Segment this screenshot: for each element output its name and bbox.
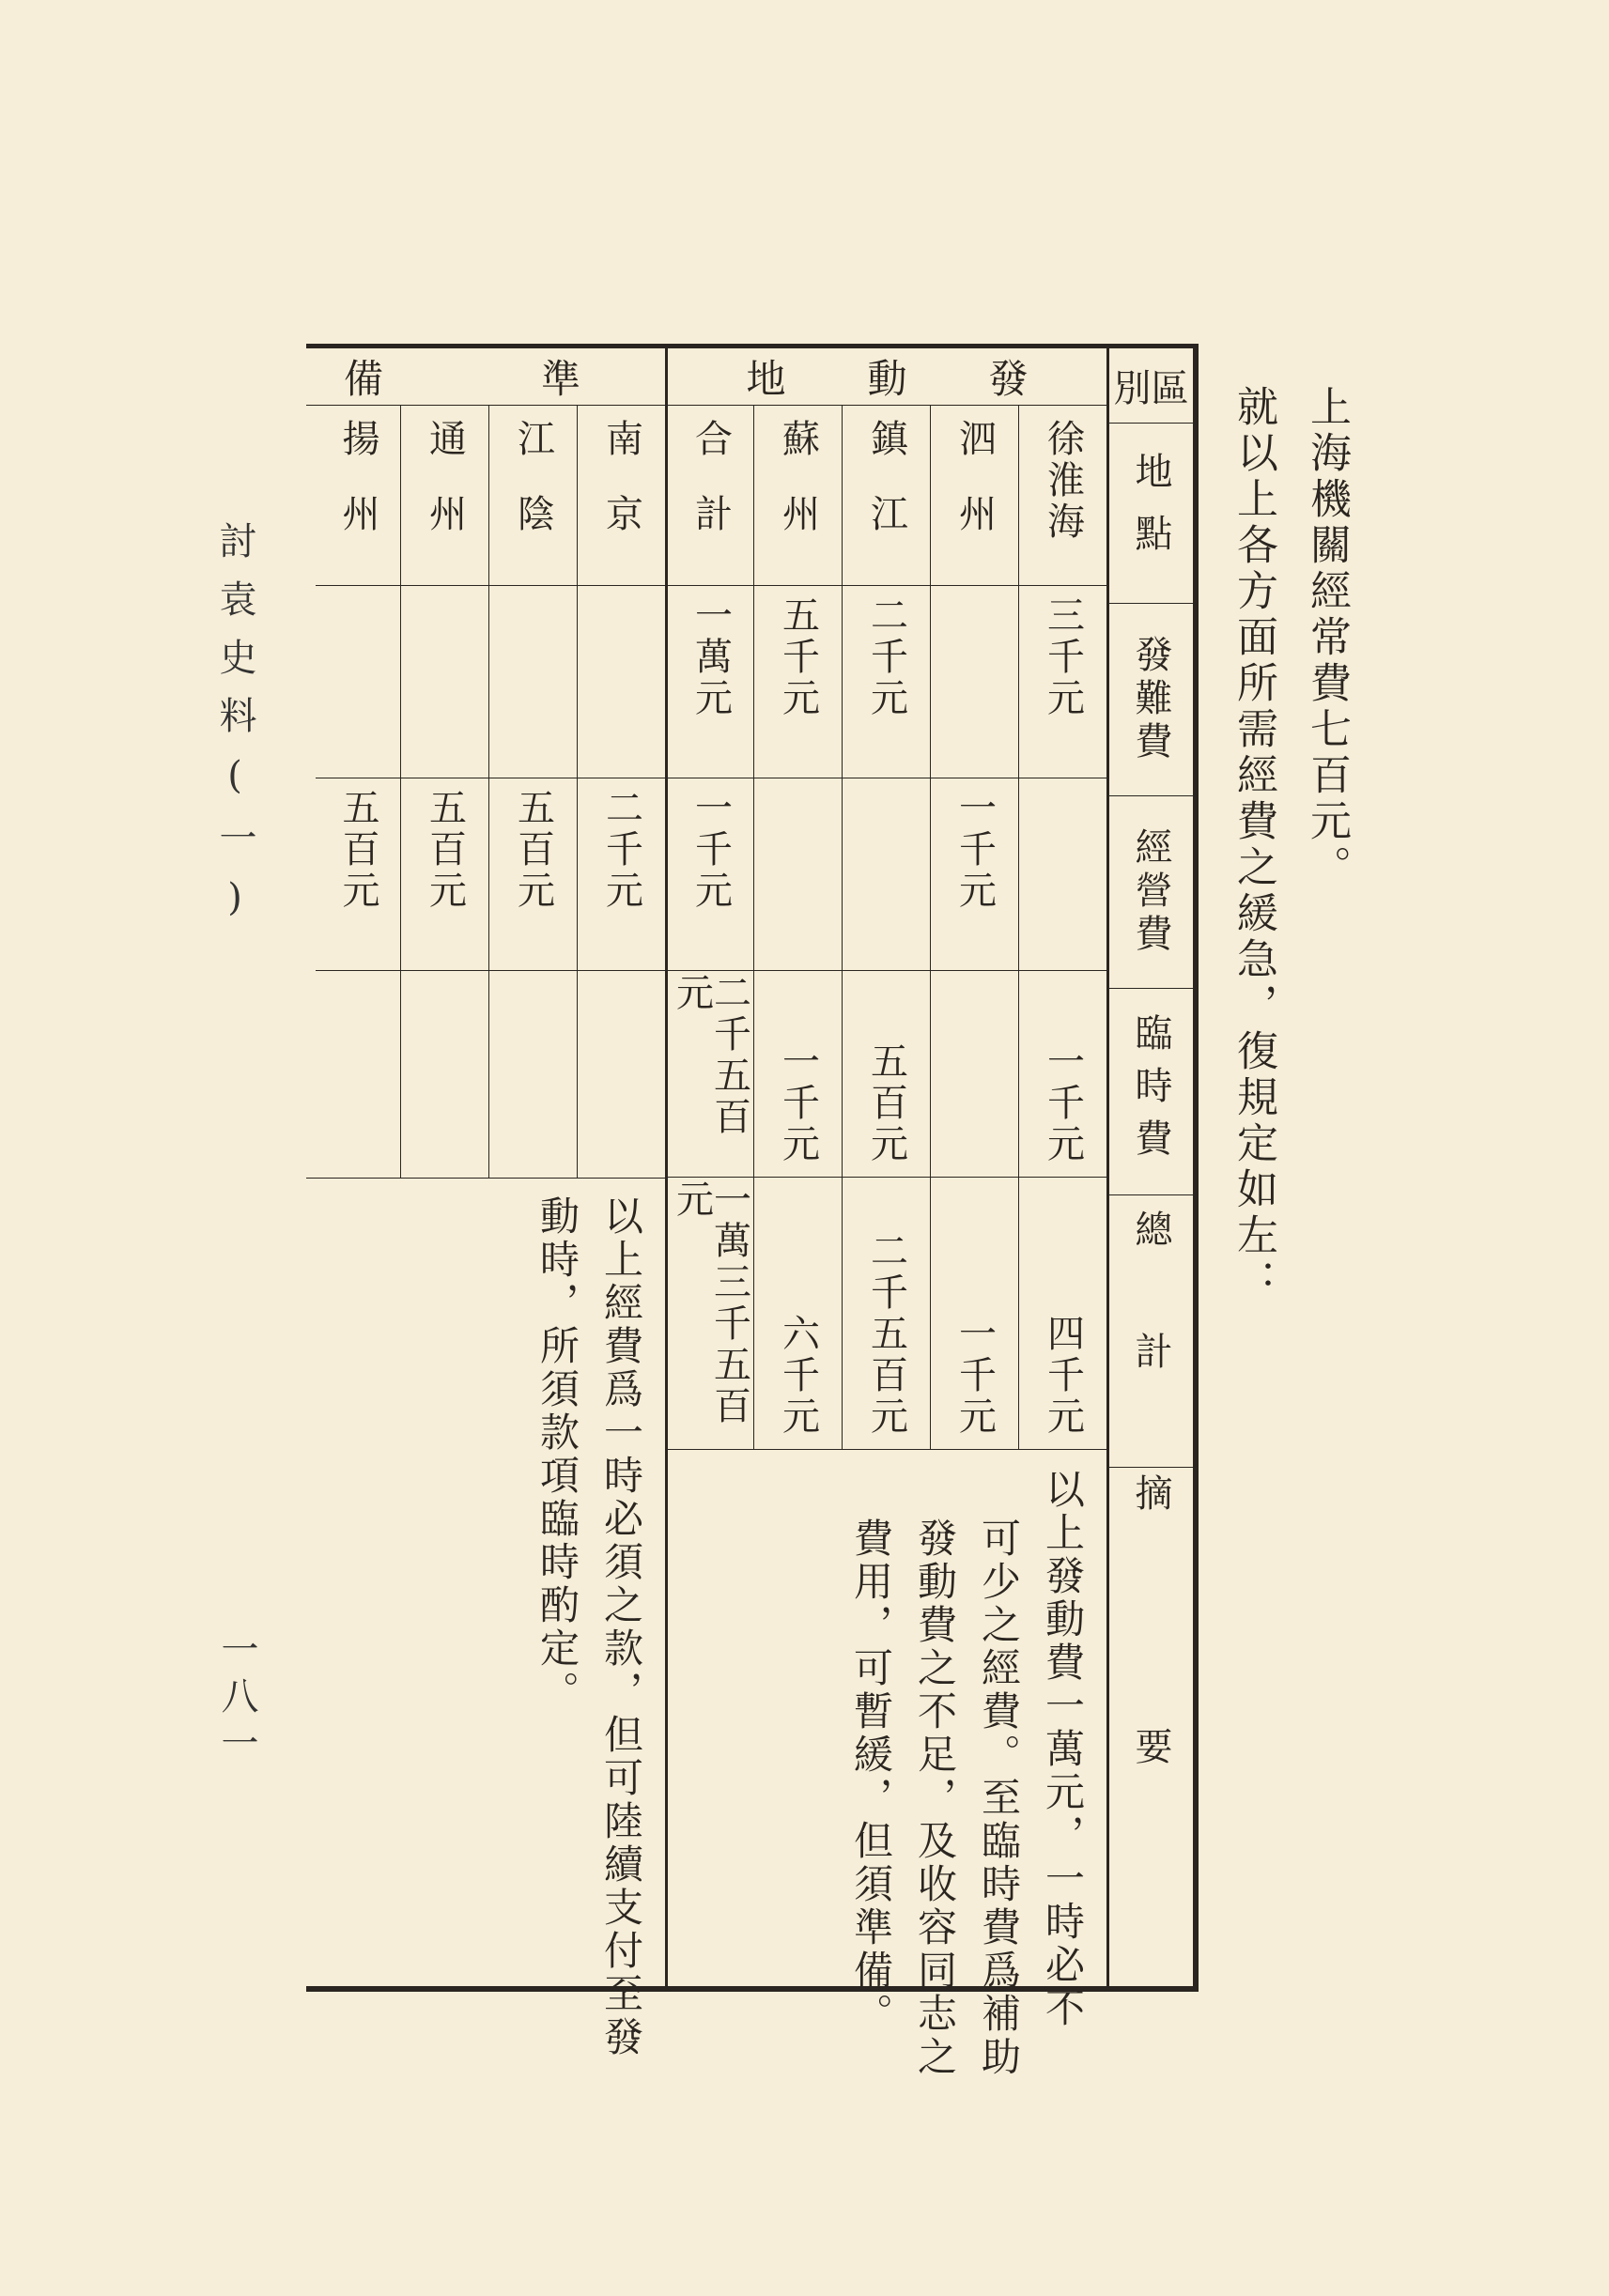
place-cell: 鎮江 bbox=[864, 419, 908, 569]
table-row bbox=[753, 406, 842, 1450]
header-total: 總計 bbox=[1109, 1195, 1193, 1468]
header-operating-fee: 經營費 bbox=[1109, 796, 1193, 989]
table-row bbox=[488, 406, 577, 1178]
remark-line: 動時，所須款項臨時酌定。 bbox=[534, 1195, 580, 1714]
intro-line-2: 就以上各方面所需經費之緩急，復規定如左： bbox=[1230, 385, 1277, 1305]
operating-fee-cell: 二千元 bbox=[599, 788, 643, 912]
group-title-char: 地 bbox=[746, 356, 786, 402]
temporary-fee-cell: 二千五百元 bbox=[670, 973, 751, 1138]
remark-line: 費用，可暫緩，但須準備。 bbox=[848, 1518, 894, 2036]
group-title bbox=[306, 348, 665, 406]
operating-fee-cell: 五百元 bbox=[423, 788, 467, 912]
launch-fee-cell: 三千元 bbox=[1041, 595, 1085, 719]
header-temporary-fee: 臨時費 bbox=[1109, 989, 1193, 1195]
place-cell: 南京 bbox=[599, 419, 643, 569]
temporary-fee-cell: 一千元 bbox=[1041, 1041, 1085, 1165]
page-number: 一八一 bbox=[215, 1629, 258, 1770]
table-row bbox=[1018, 406, 1106, 1450]
header-category: 區別 bbox=[1109, 348, 1193, 424]
group-preparation-sites bbox=[306, 348, 665, 2059]
group-data-columns bbox=[306, 406, 665, 1178]
operating-fee-cell: 五百元 bbox=[336, 788, 379, 912]
table-row bbox=[400, 406, 488, 1178]
place-cell: 江陰 bbox=[511, 419, 555, 569]
place-cell: 揚州 bbox=[336, 419, 379, 569]
place-cell: 泗州 bbox=[952, 419, 997, 569]
launch-fee-cell: 五千元 bbox=[776, 595, 820, 719]
remark-line: 發動費之不足，及收容同志之 bbox=[912, 1518, 958, 2079]
intro-line-1: 上海機關經常費七百元。 bbox=[1303, 385, 1351, 891]
book-title: 討袁史料(一) bbox=[213, 521, 256, 940]
operating-fee-cell: 一千元 bbox=[952, 788, 997, 912]
remark-line: 以上發動費一萬元，一時必不 bbox=[1040, 1469, 1086, 2030]
total-cell: 一千元 bbox=[952, 1314, 997, 1438]
remarks-launch-sites bbox=[668, 1450, 1106, 2079]
temporary-fee-cell: 一千元 bbox=[776, 1041, 820, 1165]
group-data-columns bbox=[668, 406, 1106, 1450]
header-remarks: 摘要 bbox=[1129, 1473, 1172, 1980]
total-cell: 六千元 bbox=[776, 1314, 820, 1438]
group-launch-sites bbox=[665, 348, 1106, 2079]
table-row bbox=[577, 406, 665, 1178]
place-cell: 通州 bbox=[423, 419, 467, 569]
operating-fee-cell: 五百元 bbox=[511, 788, 555, 912]
remark-line: 可少之經費。至臨時費爲補助 bbox=[976, 1518, 1022, 2079]
place-cell: 蘇州 bbox=[776, 419, 820, 569]
group-title-char: 發 bbox=[988, 356, 1029, 402]
table-row bbox=[930, 406, 1018, 1450]
group-title-char: 動 bbox=[867, 356, 907, 402]
table-row bbox=[842, 406, 930, 1450]
table-row bbox=[316, 406, 400, 1178]
group-title-char: 準 bbox=[540, 356, 580, 402]
place-cell: 徐淮海 bbox=[1041, 419, 1085, 543]
remark-line: 以上經費爲一時必須之款，但可陸續支付至發 bbox=[598, 1195, 644, 2059]
expense-table bbox=[306, 344, 1199, 2079]
group-title-char: 備 bbox=[344, 356, 384, 402]
operating-fee-cell: 一千元 bbox=[688, 788, 733, 912]
table-row-total bbox=[668, 406, 753, 1450]
header-place: 地點 bbox=[1109, 424, 1193, 604]
place-cell: 合計 bbox=[688, 419, 733, 569]
temporary-fee-cell: 五百元 bbox=[864, 1041, 908, 1165]
launch-fee-cell: 一萬元 bbox=[688, 595, 733, 719]
group-title bbox=[668, 348, 1106, 406]
remarks-preparation-sites bbox=[306, 1179, 665, 2059]
total-cell: 二千五百元 bbox=[864, 1231, 908, 1438]
table-header-column bbox=[1106, 348, 1193, 1986]
launch-fee-cell: 二千元 bbox=[864, 595, 908, 719]
header-launch-fee: 發難費 bbox=[1109, 604, 1193, 796]
total-cell: 一萬三千五百元 bbox=[670, 1179, 751, 1427]
total-cell: 四千元 bbox=[1041, 1314, 1085, 1438]
